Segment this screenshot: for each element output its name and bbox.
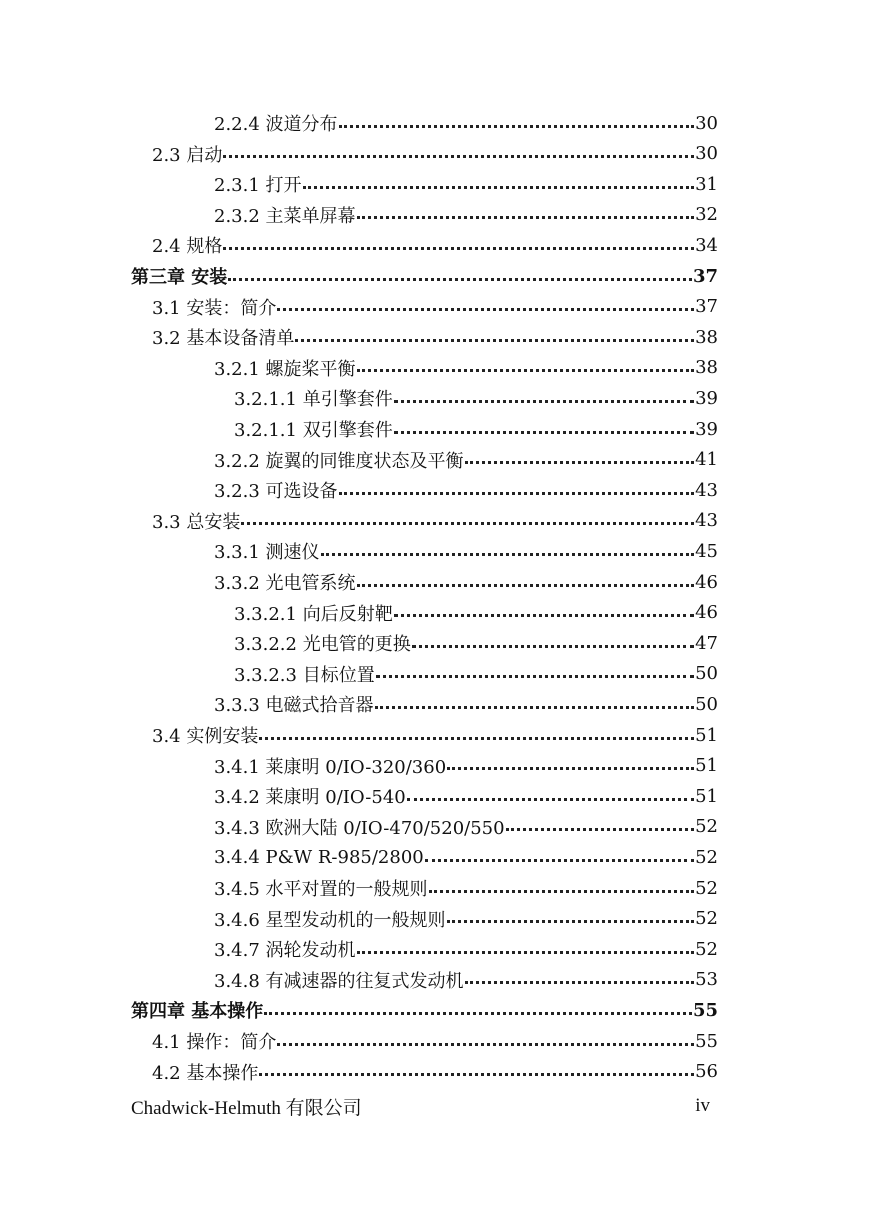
toc-entry-label: 3.4.5 水平对置的一般规则 [214,879,428,900]
toc-entry-page: 53 [695,969,718,991]
toc-entry-label: 3.2.1.1 双引擎套件 [234,420,393,441]
toc-entry[interactable] [214,904,718,934]
dot-leader [429,872,695,893]
toc-entry[interactable] [214,812,718,842]
toc-entry-page: 46 [695,571,718,593]
toc-entry-page: 43 [695,510,718,532]
toc-entry-page: 50 [695,663,718,685]
dot-leader [394,382,694,403]
toc-entry-label: 3.1 安装：简介 [152,297,277,319]
toc-entry[interactable] [214,108,718,138]
toc-entry-label: 3.4.4 P&W R-985/2800 [214,846,424,868]
dot-leader [295,321,694,342]
toc-entry-page: 30 [695,112,718,134]
toc-entry-page: 30 [695,143,718,165]
toc-entry[interactable] [214,873,718,903]
dot-leader [357,198,695,219]
dot-leader [394,596,694,617]
toc-entry[interactable] [234,659,718,689]
dot-leader [264,994,692,1015]
toc-entry[interactable] [214,567,718,597]
toc-entry-label: 3.4.2 莱康明 0/IO-540 [214,787,406,809]
toc-entry[interactable] [214,475,718,505]
toc-entry-label: 3.2.1.1 单引擎套件 [234,389,393,411]
toc-entry-page: 34 [695,234,718,256]
toc-entry-page: 32 [695,204,718,226]
dot-leader [506,810,695,831]
dot-leader [407,780,694,801]
toc-entry-page: 45 [695,540,718,562]
dot-leader [425,841,694,862]
toc-chapter-entry[interactable] [131,995,718,1025]
toc-entry-page: 52 [695,908,718,930]
toc-entry-page: 51 [695,785,718,807]
toc-entry-label: 2.2.4 波道分布 [214,114,338,135]
toc-entry-page: 43 [695,479,718,501]
toc-entry[interactable] [234,383,718,413]
dot-leader [376,657,694,678]
dot-leader [357,566,695,587]
toc-entry-label: 3.3.2.1 向后反射靶 [234,603,393,625]
toc-entry-label: 2.3.2 主菜单屏幕 [214,205,356,227]
dot-leader [394,413,694,434]
toc-entry-page: 55 [692,999,718,1021]
toc-entry-label: 第三章 安装 [131,267,228,288]
footer-page-number: iv [695,1095,710,1116]
dot-leader [375,688,695,709]
toc-entry[interactable] [152,292,718,322]
toc-entry-label: 4.1 操作：简介 [152,1032,277,1053]
toc-entry-page: 38 [695,326,718,348]
toc-entry-label: 2.4 规格 [152,236,223,258]
toc-entry[interactable] [214,842,718,872]
toc-entry-label: 3.3.3 电磁式拾音器 [214,695,374,717]
toc-entry[interactable] [214,445,718,475]
toc-entry-label: 3.2.1 螺旋桨平衡 [214,358,356,380]
toc-entry-label: 3.3.1 测速仪 [214,542,320,564]
toc-entry-page: 46 [695,602,718,624]
dot-leader [223,137,694,158]
toc-entry-page: 56 [695,1061,718,1083]
toc-entry-label: 2.3.1 打开 [214,175,302,197]
toc-entry-label: 3.4.6 星型发动机的一般规则 [214,909,446,931]
toc-entry[interactable] [152,230,718,260]
dot-leader [228,260,692,281]
toc-entry-page: 41 [695,449,718,471]
toc-entry-page: 47 [695,632,718,654]
dot-leader [223,229,694,250]
toc-entry-page: 39 [695,387,718,409]
toc-entry-label: 3.2.2 旋翼的同锥度状态及平衡 [214,450,464,472]
toc-entry-page: 52 [695,846,718,868]
toc-entry-page: 52 [695,816,718,838]
toc-entry-page: 37 [695,296,718,318]
toc-entry[interactable] [152,139,718,169]
toc-entry-label: 3.2 基本设备清单 [152,328,295,350]
toc-entry[interactable] [214,200,718,230]
toc-entry[interactable] [214,536,718,566]
toc-entry-label: 2.3 启动 [152,144,223,166]
toc-entry[interactable] [234,628,718,658]
toc-entry[interactable] [214,353,718,383]
toc-entry-page: 31 [695,173,718,195]
toc-entry[interactable] [214,169,718,199]
dot-leader [277,1025,694,1046]
toc-entry[interactable] [152,322,718,352]
toc-entry[interactable] [214,965,718,995]
dot-leader [259,719,694,740]
toc-entry-page: 37 [692,265,718,287]
dot-leader [339,107,695,128]
dot-leader [321,535,695,556]
toc-entry-page: 50 [695,693,718,715]
dot-leader [447,749,694,770]
page-footer [131,1092,710,1120]
dot-leader [259,1055,694,1076]
toc-entry[interactable] [152,506,718,536]
dot-leader [447,902,695,923]
toc-entry-label: 4.2 基本操作 [152,1062,259,1084]
toc-entry-label: 3.4 实例安装 [152,726,259,747]
toc-entry-page: 38 [695,357,718,379]
dot-leader [241,504,694,525]
toc-entry[interactable] [214,934,718,964]
toc-entry[interactable] [152,720,718,750]
toc-entry-label: 3.3.2 光电管系统 [214,573,356,594]
toc-entry[interactable] [234,414,718,444]
toc-entry-page: 52 [695,938,718,960]
toc-entry-page: 52 [695,877,718,899]
toc-entry-page: 39 [695,418,718,440]
toc-entry[interactable] [214,751,718,781]
toc-entry-page: 55 [695,1030,718,1052]
toc-entry-label: 3.4.7 涡轮发动机 [214,940,356,962]
toc-entry-label: 第四章 基本操作 [131,1001,264,1023]
toc-entry-label: 3.3 总安装 [152,511,241,533]
dot-leader [303,168,695,189]
toc-entry-label: 3.4.3 欧洲大陆 0/IO-470/520/550 [214,817,505,839]
footer-company: Chadwick-Helmuth 有限公司 [131,1097,362,1119]
toc-entry-label: 3.4.1 莱康明 0/IO-320/360 [214,756,447,778]
toc-entry[interactable] [234,598,718,628]
toc-entry-label: 3.3.2.3 目标位置 [234,664,375,686]
toc-entry-page: 51 [695,755,718,777]
toc-entry-label: 3.3.2.2 光电管的更换 [234,634,411,656]
toc-entry-label: 3.4.8 有减速器的往复式发动机 [214,970,464,992]
dot-leader [339,474,695,495]
dot-leader [277,290,694,311]
toc-entry[interactable] [152,1057,718,1087]
toc-entry-page: 51 [695,724,718,746]
toc-entry[interactable] [152,1026,718,1056]
toc-chapter-entry[interactable] [131,261,718,291]
toc-entry-label: 3.2.3 可选设备 [214,481,338,503]
dot-leader [357,351,695,372]
dot-leader [357,933,695,954]
toc-entry[interactable] [214,781,718,811]
dot-leader [465,963,695,984]
toc-entry[interactable] [214,689,718,719]
dot-leader [465,443,695,464]
dot-leader [412,627,694,648]
